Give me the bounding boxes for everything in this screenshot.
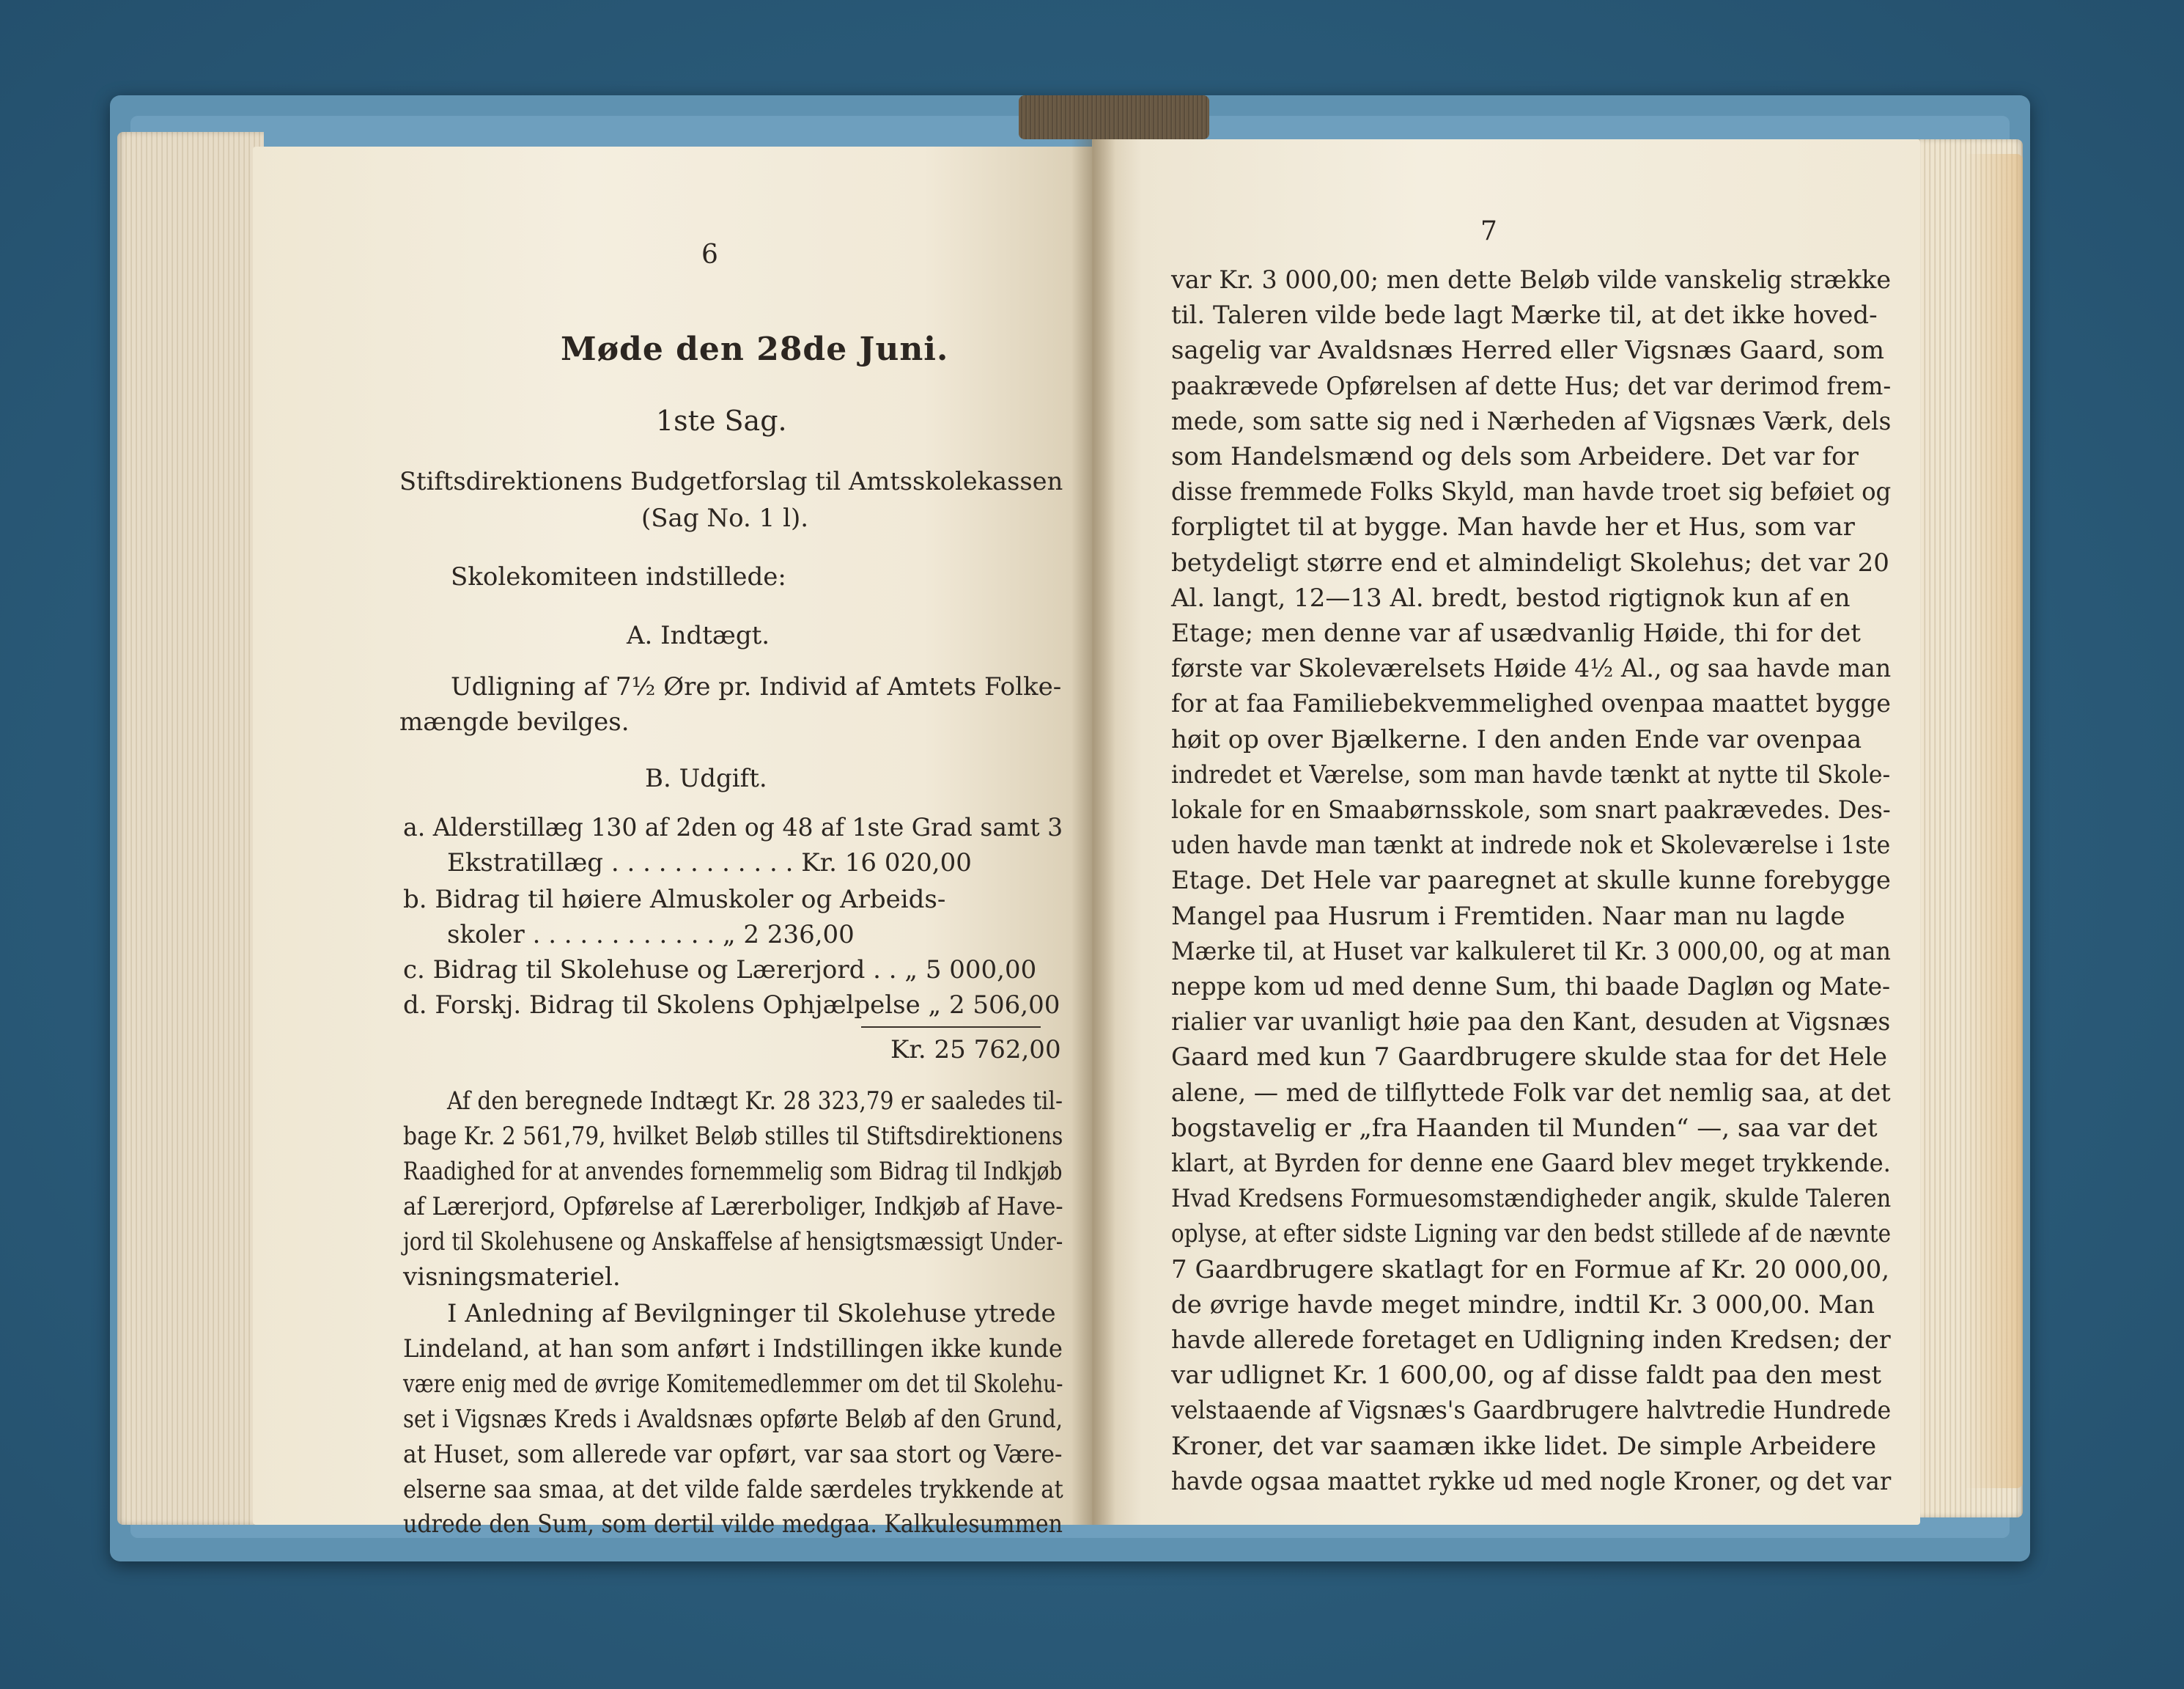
right-page-edge-stain	[1964, 154, 2023, 1488]
right-page-line: Etage. Det Hele var paaregnet at skulle kunne forebygge	[1171, 866, 1891, 896]
right-page-line: 7 Gaardbrugere skatlagt for en Formue af Kr. 20 000,00,	[1171, 1254, 1890, 1284]
left-page-subheading: 1ste Sag.	[656, 405, 787, 437]
budget-total: Kr. 25 762,00	[890, 1035, 1061, 1064]
right-page-line: var udlignet Kr. 1 600,00, og af disse faldt paa den mest	[1171, 1361, 1882, 1391]
para2-line7: udrede den Sum, som dertil vilde medgaa. Kalkulesummen	[403, 1509, 1063, 1539]
right-page-line: høit op over Bjælkerne. I den anden Ende var ovenpaa	[1171, 724, 1862, 754]
budget-item-c: c. Bidrag til Skolehuse og Lærerjord . . „ 5 000,00	[403, 955, 1037, 985]
budget-item-d: d. Forskj. Bidrag til Skolens Ophjælpelse „ 2 506,00	[403, 990, 1060, 1020]
para2-line4: set i Vigsnæs Kreds i Avaldsnæs opførte Beløb af den Grund,	[403, 1405, 1063, 1434]
right-page-line: havde ogsaa maattet rykke ud med nogle Kroner, og det var	[1171, 1466, 1892, 1496]
left-page	[253, 147, 1092, 1539]
right-page-line: til. Taleren vilde bede lagt Mærke til, at det ikke hoved-	[1171, 301, 1878, 331]
left-page-edges	[117, 132, 264, 1525]
left-page-number: 6	[701, 240, 718, 270]
para1-line3: Raadighed for at anvendes fornemmelig som Bidrag til Indkjøb	[403, 1157, 1063, 1186]
right-page-line: alene, — med de tilflyttede Folk var det nemlig saa, at det	[1171, 1078, 1891, 1108]
right-page-line: betydeligt større end et almindeligt Skolehus; det var 20	[1171, 548, 1889, 578]
budget-item-a-line2: Ekstratillæg . . . . . . . . . . . . Kr. 16 020,00	[447, 848, 972, 877]
right-page-line: Etage; men denne var af usædvanlig Høide, thi for det	[1171, 619, 1861, 648]
right-page-line: uden havde man tænkt at indrede nok et Skoleværelse i 1ste	[1171, 831, 1891, 861]
right-page-line: Kroner, det var saamæn ikke lidet. De simple Arbeidere	[1171, 1431, 1877, 1461]
para2-line1: I Anledning af Bevilgninger til Skolehuse ytrede	[447, 1299, 1056, 1328]
left-title-line1: Stiftsdirektionens Budgetforslag til Amtsskolekassen	[399, 467, 1063, 496]
para1-line5: jord til Skolehusene og Anskaffelse af hensigtsmæssigt Under-	[403, 1227, 1063, 1256]
para1-line6: visningsmateriel.	[403, 1262, 621, 1292]
para2-line2: Lindeland, at han som anført i Indstillingen ikke kunde	[403, 1334, 1063, 1364]
right-page-line: forpligtet til at bygge. Man havde her et Hus, som var	[1171, 512, 1855, 542]
right-page-number: 7	[1480, 216, 1497, 246]
section-a-text-line2: mængde bevilges.	[399, 707, 630, 737]
right-page-line: indredet et Værelse, som man havde tænkt at nytte til Skole-	[1171, 759, 1891, 790]
right-page-line: havde allerede foretaget en Udligning inden Kredsen; der	[1171, 1325, 1891, 1355]
right-page-line: for at faa Familiebekvemmelighed ovenpaa maattet bygge	[1171, 689, 1891, 719]
right-page-line: Mærke til, at Huset var kalkuleret til Kr. 3 000,00, og at man	[1171, 936, 1891, 966]
right-page-line: neppe kom ud med denne Sum, thi baade Dagløn og Mate-	[1171, 972, 1891, 1001]
right-page-line: Al. langt, 12—13 Al. bredt, bestod rigtignok kun af en	[1171, 583, 1851, 613]
para2-line6: elserne saa smaa, at det vilde falde særdeles trykkende at	[403, 1475, 1063, 1504]
right-page-line: bogstavelig er „fra Haanden til Munden“ —, saa var det	[1171, 1113, 1878, 1143]
right-page-line: som Handelsmænd og dels som Arbeidere. Det var for	[1171, 442, 1859, 471]
right-page-line: sagelig var Avaldsnæs Herred eller Vigsnæs Gaard, som	[1171, 336, 1884, 366]
right-page	[1092, 139, 1920, 1525]
right-page-line: velstaaende af Vigsnæs's Gaardbrugere halvtredie Hundrede	[1171, 1396, 1892, 1426]
right-page-line: Hvad Kredsens Formuesomstændigheder angik, skulde Taleren	[1171, 1184, 1892, 1214]
section-b-heading: B. Udgift.	[645, 764, 767, 793]
para1-line1: Af den beregnede Indtægt Kr. 28 323,79 er saaledes til-	[447, 1086, 1063, 1116]
right-page-line: de øvrige havde meget mindre, indtil Kr. 3 000,00. Man	[1171, 1289, 1875, 1320]
budget-item-b: b. Bidrag til høiere Almuskoler og Arbeids-	[403, 885, 946, 914]
section-a-text-line1: Udligning af 7½ Øre pr. Individ af Amtets Folke-	[451, 672, 1062, 702]
book-spine-cloth	[1019, 95, 1209, 139]
budget-item-b-line2: skoler . . . . . . . . . . . . „ 2 236,00	[447, 920, 855, 949]
right-page-line: Mangel paa Husrum i Fremtiden. Naar man nu lagde	[1171, 901, 1845, 931]
right-page-line: Gaard med kun 7 Gaardbrugere skulde staa for det Hele	[1171, 1042, 1888, 1072]
budget-item-a: a. Alderstillæg 130 af 2den og 48 af 1ste Grad samt 3	[403, 813, 1063, 842]
right-page-line: lokale for en Smaabørnsskole, som snart paakrævedes. Des-	[1171, 795, 1891, 825]
right-page-line: klart, at Byrden for denne ene Gaard blev meget trykkende.	[1171, 1149, 1891, 1178]
left-intro: Skolekomiteen indstillede:	[451, 562, 786, 592]
para1-line4: af Lærerjord, Opførelse af Lærerboliger, Indkjøb af Have-	[403, 1192, 1063, 1221]
section-a-heading: A. Indtægt.	[627, 621, 770, 650]
left-title-line2: (Sag No. 1 l).	[641, 504, 809, 533]
right-page-line: disse fremmede Folks Skyld, man havde troet sig beføiet og	[1171, 477, 1892, 507]
right-page-line: mede, som satte sig ned i Nærheden af Vigsnæs Værk, dels	[1171, 406, 1892, 436]
book-gutter	[1071, 139, 1115, 1525]
para2-line3: være enig med de øvrige Komitemedlemmer om det til Skolehu-	[403, 1369, 1063, 1399]
right-page-line: oplyse, at efter sidste Ligning var den bedst stillede af de nævnte	[1171, 1219, 1892, 1249]
right-page-line: var Kr. 3 000,00; men dette Beløb vilde vanskelig strække	[1171, 265, 1892, 295]
para2-line5: at Huset, som allerede var opført, var saa stort og Være-	[403, 1440, 1063, 1469]
right-page-line: første var Skoleværelsets Høide 4½ Al., og saa havde man	[1171, 654, 1892, 684]
left-page-heading: Møde den 28de Juni.	[561, 331, 949, 368]
total-rule	[861, 1026, 1041, 1028]
right-page-line: rialier var uvanligt høie paa den Kant, desuden at Vigsnæs	[1171, 1007, 1891, 1037]
right-page-line: paakrævede Opførelsen af dette Hus; det var derimod frem-	[1171, 371, 1892, 401]
para1-line2: bage Kr. 2 561,79, hvilket Beløb stilles til Stiftsdirektionens	[403, 1122, 1063, 1151]
